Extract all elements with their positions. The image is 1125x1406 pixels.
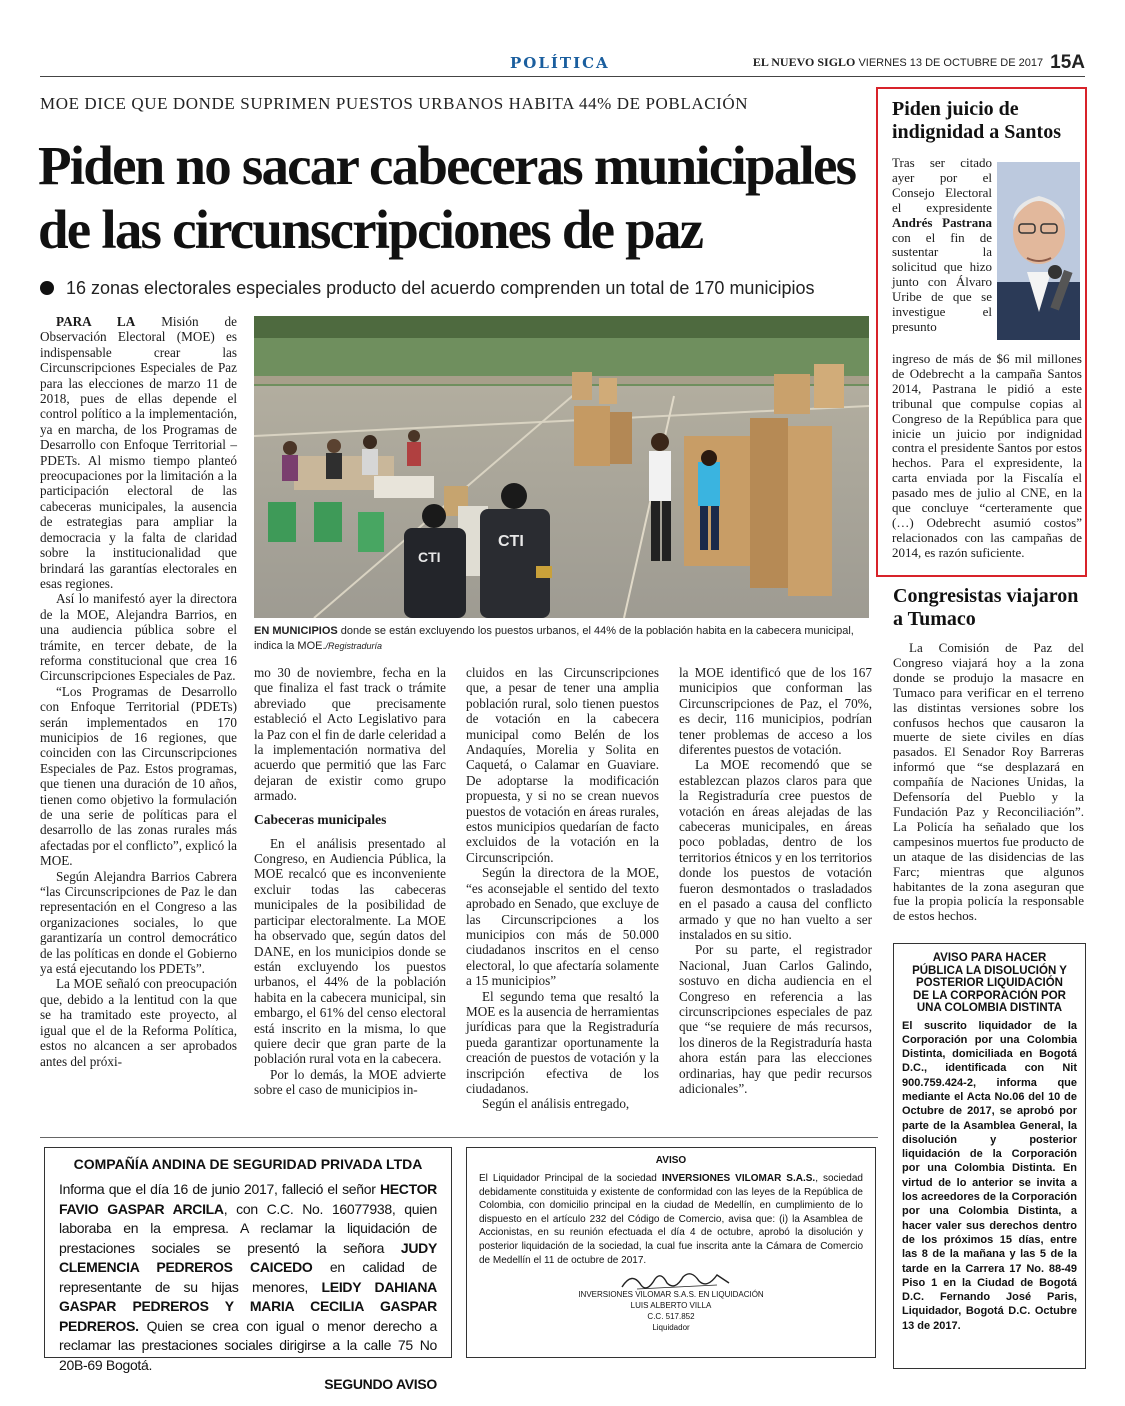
section-label: POLÍTICA (510, 54, 610, 72)
article-column-4 (679, 665, 872, 1096)
vest-label: CTI (418, 549, 441, 565)
paragraph: mo 30 de noviembre, fecha en la que finaliza el fast track o trámite abreviado que precisamente estableció el Acto Legislativo para la Paz con el fin de darle celeridad a la implementación normativa del acuerdo que permitió que las Farc dejaran de existir como grupo armado. (254, 665, 446, 804)
paper-name: EL NUEVO SIGLO (752, 55, 856, 69)
signature-area (467, 1269, 875, 1289)
sidebar-text-wide: ingreso de más de $6 mil millones de Odebrecht a la campaña Santos 2014, Pastrana le pidió a este tribunal que compulse copias al Congreso de la República para que inicie un juicio por indignidad contra el presidente Santos por estos hechos. Para el expresidente, la carta enviada por la Fiscalía el pasado mes de julio al CNE, en la que concluye “certeramente que (…) Odebrecht asumió costos” relacionados con las campañas de 2014, es razón suficiente. (892, 351, 1082, 560)
photo-caption (254, 624, 869, 654)
ad-text: Informa que el día 16 de junio 2017, falleció el señor (59, 1181, 380, 1197)
article-column-1 (40, 314, 237, 1069)
ad-text: Quien se crea con igual o menor derecho a reclamar las prestaciones sociales dirigirse a la calle 75 No 20B-69 Bogotá. (59, 1317, 437, 1373)
paragraph: La MOE señaló con preocupación que, debido a la lentitud con la que se ha tramitado este proyecto, al igual que el de la Reforma Política, estos no alcancen a ser aprobados antes del próxi- (40, 976, 237, 1069)
ad-body (467, 1166, 875, 1267)
ad-footer: SEGUNDO AVISO (324, 1376, 437, 1392)
sidebar-title: Congresistas viajaron a Tumaco (893, 585, 1079, 630)
sidebar-text: con el fin de sustentar la solicitud que hizo junto con Álvaro Uribe de que se investigue el presunto (892, 229, 992, 334)
company-name: INVERSIONES VILOMAR S.A.S. (661, 1173, 816, 1184)
paragraph-text: Misión de Observación Electoral (MOE) es indispensable crear las Circunscripciones Especiales de Paz para las elecciones de marzo 11 de 2018, pues de ellas depende el control político a la implementación, ya en marcha, de los Programas de Desarrollo con Enfoque Territorial – PDETs. Al mismo tiempo planteó preocupaciones por la limitación a la participación electoral de las cabeceras municipales, la ausencia de estrategias para ampliar la democracia y la falta de claridad sobre la institucionalidad que brindará las garantías electorales en esas regiones. (40, 314, 237, 591)
paragraph: la MOE identificó que de los 167 municipios que conforman las Circunscripciones de Paz, el 70%, es decir, 116 municipios, podrían tener problemas de acceso a los diferentes puestos de votación. (679, 665, 872, 758)
ad-name: JUDY CLEMENCIA PEDREROS CAICEDO (59, 1239, 437, 1275)
sidebar-text: La Comisión de Paz del Congreso viajará hoy a la zona donde se produjo la masacre en Tumaco para verificar en el terreno las distintas versiones sobre los confusos hechos que causaron la muerte de siete civiles en días pasados. El Senador Roy Barreras informó que “se desplazará en compañía de Naciones Unidas, la Defensoría del Pueblo y la Fundación Paz y Reconciliación”. La Policía ha señalado que los campesinos muertos fue producto de un ataque de las disidencias de las Farc; mientras que algunos habitantes de la zona aseguran que fue la propia policía la responsable de estos hechos. (893, 640, 1084, 924)
paragraph: Según el análisis entregado, (482, 1096, 630, 1112)
paragraph: El segundo tema que resaltó la MOE es la ausencia de herramientas jurídicas para que la Registraduría pueda garantizar oportunamente la creación de puestos de votación y la inscripción efectiva de los ciudadanos. (466, 988, 659, 1096)
paragraph: En el análisis presentado al Congreso, en Audiencia Pública, la MOE recalcó que es inconveniente excluir todas las cabeceras municipales de la posibilidad de participar electoralmente. La MOE ha observado que, según datos del DANE, en los municipios donde se están excluyendo los puestos urbanos, el 44% de la población habita en la cabecera municipal, sin embargo, el 61% del censo electoral está inscrito en la misma, lo que quiere decir que gran parte de la población rural vota en la cabecera. (254, 835, 446, 1067)
deck-text: 16 zonas electorales especiales producto del acuerdo comprenden un total de 170 municipios (66, 278, 815, 298)
header-rule (40, 76, 1085, 77)
subheading: Cabeceras municipales (254, 811, 387, 827)
sidebar-text-narrow (892, 156, 992, 335)
article-headline (38, 134, 883, 262)
ad-text: El Liquidador Principal de la sociedad (479, 1173, 662, 1184)
bullet-icon (40, 281, 54, 295)
article-photo (254, 316, 869, 618)
headline-line-1: Piden no sacar cabeceras municipales (38, 135, 856, 196)
signature-name: LUIS ALBERTO VILLA (630, 1301, 712, 1311)
legal-notice-box (893, 943, 1086, 1369)
paragraph: Por su parte, el registrador Nacional, Juan Carlos Galindo, sostuvo en dicha audiencia en el Congreso en referencia a las circunscripciones especiales de paz que “se requiere de más recursos, los dineros de la Registraduría hasta ahora están para las elecciones ordinarias, hay que pedir recursos adicionales”. (679, 942, 872, 1096)
paragraph: “Los Programas de Desarrollo con Enfoque Territorial (PDETs) serán implementados en 170 municipios de 16 regiones, que coinciden con las Circunscripciones Especiales de Paz. Estos programas, que tienen una duración de 10 años, tienen como objetivo la formulación de una serie de políticas para el desarrollo de las zonas rurales más afectadas por el conflicto”, explicó la MOE. (40, 683, 237, 869)
person-name: Andrés Pastrana (892, 214, 992, 230)
ad-body (45, 1172, 451, 1375)
paragraph: Según Alejandra Barrios Cabrera “las Circunscripciones de Paz le dan representación en el Congreso a las organizaciones sociales, lo que garantizaría un control democrático de las políticas en donde el Gobierno ya está ejecutando los PDETs”. (40, 868, 237, 977)
paragraph: Según la directora de la MOE, “es aconsejable el sentido del texto aprobado en Senado, que excluye de las Circunscripciones a los municipios con más de 50.000 ciudadanos inscritos en el censo electoral, lo que afectaría solamente a 15 municipios” (466, 865, 659, 989)
ad-name: LEIDY DAHIANA GASPAR PEDREROS Y MARIA CECILIA GASPAR PEDREROS. (59, 1278, 437, 1334)
pastrana-photo (997, 162, 1080, 340)
section-divider (40, 1137, 878, 1138)
article-column-2 (254, 665, 446, 1098)
notice-body: El suscrito liquidador de la Corporación por una Colombia Distinta, domiciliada en Bogotá D.C., identificada con Nit 900.759.424-2, informa que mediante el Acta No.06 del 10 de Octubre de 2017, se aprobó por parte de la Asamblea General, la disolución y posterior liquidación de la Corporación por una Colombia Distinta. En virtud de lo anterior se invita a los acreedores de la Corporación por una Colombia Distinta, a hacer valer sus derechos dentro de los próximos 15 días, entre las 8 de la mañana y las 5 de la tarde en la Carrera 17 No. 88-49 Piso 1 en la Ciudad de Bogotá D.C. Fernando José Paris, Liquidador, Bogotá D.C. Octubre 13 de 2017. (902, 1019, 1077, 1332)
ad-text: en calidad de representante de su hijas menores, (59, 1259, 438, 1295)
article-deck (40, 278, 880, 299)
ad-title: COMPAÑÍA ANDINA DE SEGURIDAD PRIVADA LTDA (73, 1156, 423, 1172)
sidebar-text: Tras ser citado ayer por el Consejo Electoral el expresidente (892, 155, 992, 215)
ad-text: , sociedad debidamente constituida y existente de conformidad con las leyes de la República de Colombia, con domicilio principal en la ciudad de Medellín, en cumplimiento de lo dispuesto en el artículo 232 del Código de Comercio, avisa que: (i) la Asamblea de Accionistas, en su reunión efectuada el día 4 de octubre, aprobó la disolución y posterior liquidación de la sociedad, la cual fue inscrita ante la Cámara de Comercio de Medellín el 11 de octubre de 2017. (479, 1173, 863, 1266)
article-column-3 (466, 665, 659, 1112)
classified-ad-vilomar (466, 1147, 876, 1358)
classified-ad-andina (44, 1147, 452, 1392)
photo-credit: /Registraduría (325, 641, 383, 651)
caption-lead: EN MUNICIPIOS (254, 625, 338, 637)
caption-text: donde se están excluyendo los puestos urbanos, el 44% de la población habita en la cabecera municipal, indica la MOE. (254, 625, 854, 652)
signature-id: C.C. 517.852 (647, 1312, 695, 1322)
lead-word: PARA LA (56, 314, 136, 329)
ad-text: , con C.C. No. 16077938, quien laboraba en la empresa. A reclamar la liquidación de prestaciones sociales se presentó la señora (59, 1200, 437, 1256)
paragraph: cluidos en las Circunscripciones que, a pesar de tener una amplia población rural, solo tienen puestos de votación en la cabecera municipal como Belén de los Andaquíes, Morelia y Solita en Caquetá, o Calamar en Guaviare. De adoptarse la modificación propuesta, y si no se crean nuevos puestos de votación en áreas rurales, estos municipios quedarían de facto excluidos de la votación en la Circunscripción. (466, 665, 659, 865)
headline-line-2: de las circunscripciones de paz (38, 199, 703, 260)
sidebar-title: Piden juicio de indignidad a Santos (892, 98, 1061, 143)
ad-title: AVISO (655, 1155, 687, 1166)
signature-icon (617, 1269, 737, 1293)
ad-name: HECTOR FAVIO GASPAR ARCILA (59, 1181, 437, 1217)
paragraph: Así lo manifestó ayer la directora de la MOE, Alejandra Barrios, en una audiencia pública sobre el trámite, en tercer debate, de la reforma constitucional que crea 16 Circunscripciones Especiales de Paz. (40, 591, 237, 684)
notice-title: AVISO PARA HACER PÚBLICA LA DISOLUCIÓN Y POSTERIOR LIQUIDACIÓN DE LA CORPORACIÓN POR UNA COLOMBIA DISTINTA (912, 952, 1067, 1014)
vest-label: CTI (498, 533, 524, 550)
issue-date: VIERNES 13 DE OCTUBRE DE 2017 (858, 57, 1044, 69)
signature-company: INVERSIONES VILOMAR S.A.S. EN LIQUIDACIÓN (578, 1290, 764, 1300)
portrait-illustration (997, 162, 1080, 340)
paragraph: La MOE recomendó que se establezcan plazos claros para que la Registraduría cree puestos de votación en áreas alejadas de las cabeceras municipales, en áreas poco pobladas, dentro de los territorios étnicos y en los territorios donde los puestos de votación fueron desmontados o trasladados en el pasado a causa del conflicto armado y que no han vuelto a ser instalados en su sitio. (679, 757, 872, 942)
masthead (753, 52, 1085, 74)
voting-scene-illustration (254, 316, 869, 618)
paragraph (40, 314, 237, 591)
signature-role: Liquidador (652, 1323, 690, 1333)
article-kicker: MOE DICE QUE DONDE SUPRIMEN PUESTOS URBANOS HABITA 44% DE POBLACIÓN (40, 94, 749, 113)
page-number: 15A (1050, 52, 1085, 73)
paragraph: Por lo demás, la MOE advierte sobre el caso de municipios in- (254, 1066, 446, 1098)
